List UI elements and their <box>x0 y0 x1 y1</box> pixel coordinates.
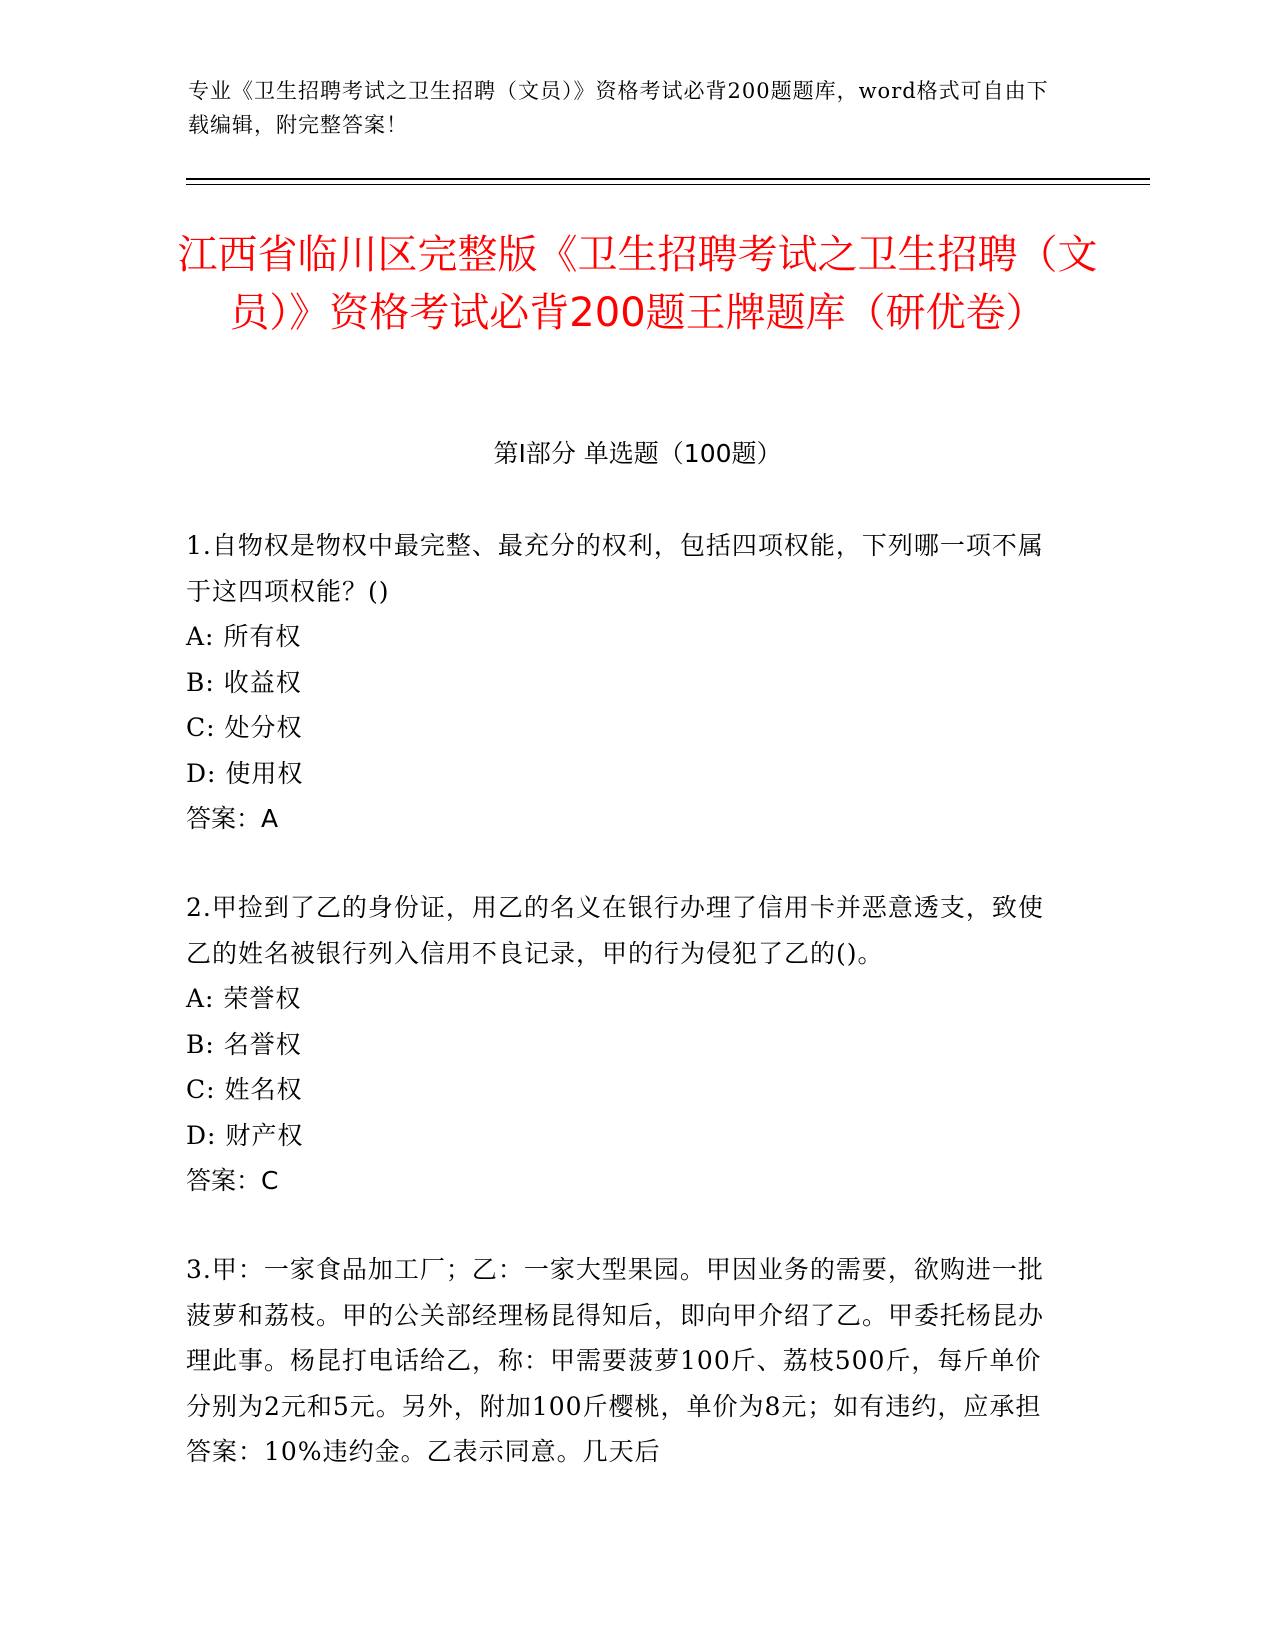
option-a: A: 所有权 <box>186 622 302 651</box>
option-d: D: 使用权 <box>186 758 304 788</box>
question-stem: 2.甲捡到了乙的身份证，用乙的名义在银行办理了信用卡并恶意透支，致使乙的姓名被银行列入信用不良记录，甲的行为侵犯了乙的()。 <box>186 893 1044 968</box>
answer-line: 答案：C <box>186 1166 279 1195</box>
header-note: 专业《卫生招聘考试之卫生招聘（文员）》资格考试必背200题题库，word格式可自由下载编辑，附完整答案！ <box>188 79 1049 137</box>
question-stem: 3.甲：一家食品加工厂；乙：一家大型果园。甲因业务的需要，欲购进一批菠萝和荔枝。甲的公关部经理杨昆得知后，即向甲介绍了乙。甲委托杨昆办理此事。杨昆打电话给乙，称：甲需要菠萝100斤、荔枝500斤，每斤单价分别为2元和5元。另外，附加100斤樱桃，单价为8元；如有违约，应承担答案：10%违约金。乙表示同意。几天后 <box>186 1255 1045 1466</box>
section-title: 第I部分 单选题（100题） <box>493 439 782 468</box>
option-b: B: 收益权 <box>186 667 302 697</box>
option-c: C: 处分权 <box>186 713 303 742</box>
question-block <box>186 885 1066 1204</box>
header-divider-thick <box>186 178 1150 180</box>
document-title: 江西省临川区完整版《卫生招聘考试之卫生招聘（文员）》资格考试必背200题王牌题库（研优卷） <box>177 232 1098 336</box>
option-a: A: 荣誉权 <box>186 984 302 1013</box>
option-d: D: 财产权 <box>186 1120 304 1150</box>
header-divider-thin <box>186 184 1150 185</box>
question-block <box>186 1247 1066 1475</box>
question-stem: 1.自物权是物权中最完整、最充分的权利，包括四项权能，下列哪一项不属于这四项权能？() <box>186 531 1044 606</box>
option-c: C: 姓名权 <box>186 1075 303 1104</box>
answer-line: 答案：A <box>186 804 279 833</box>
option-b: B: 名誉权 <box>186 1029 302 1059</box>
question-block <box>186 523 1066 842</box>
